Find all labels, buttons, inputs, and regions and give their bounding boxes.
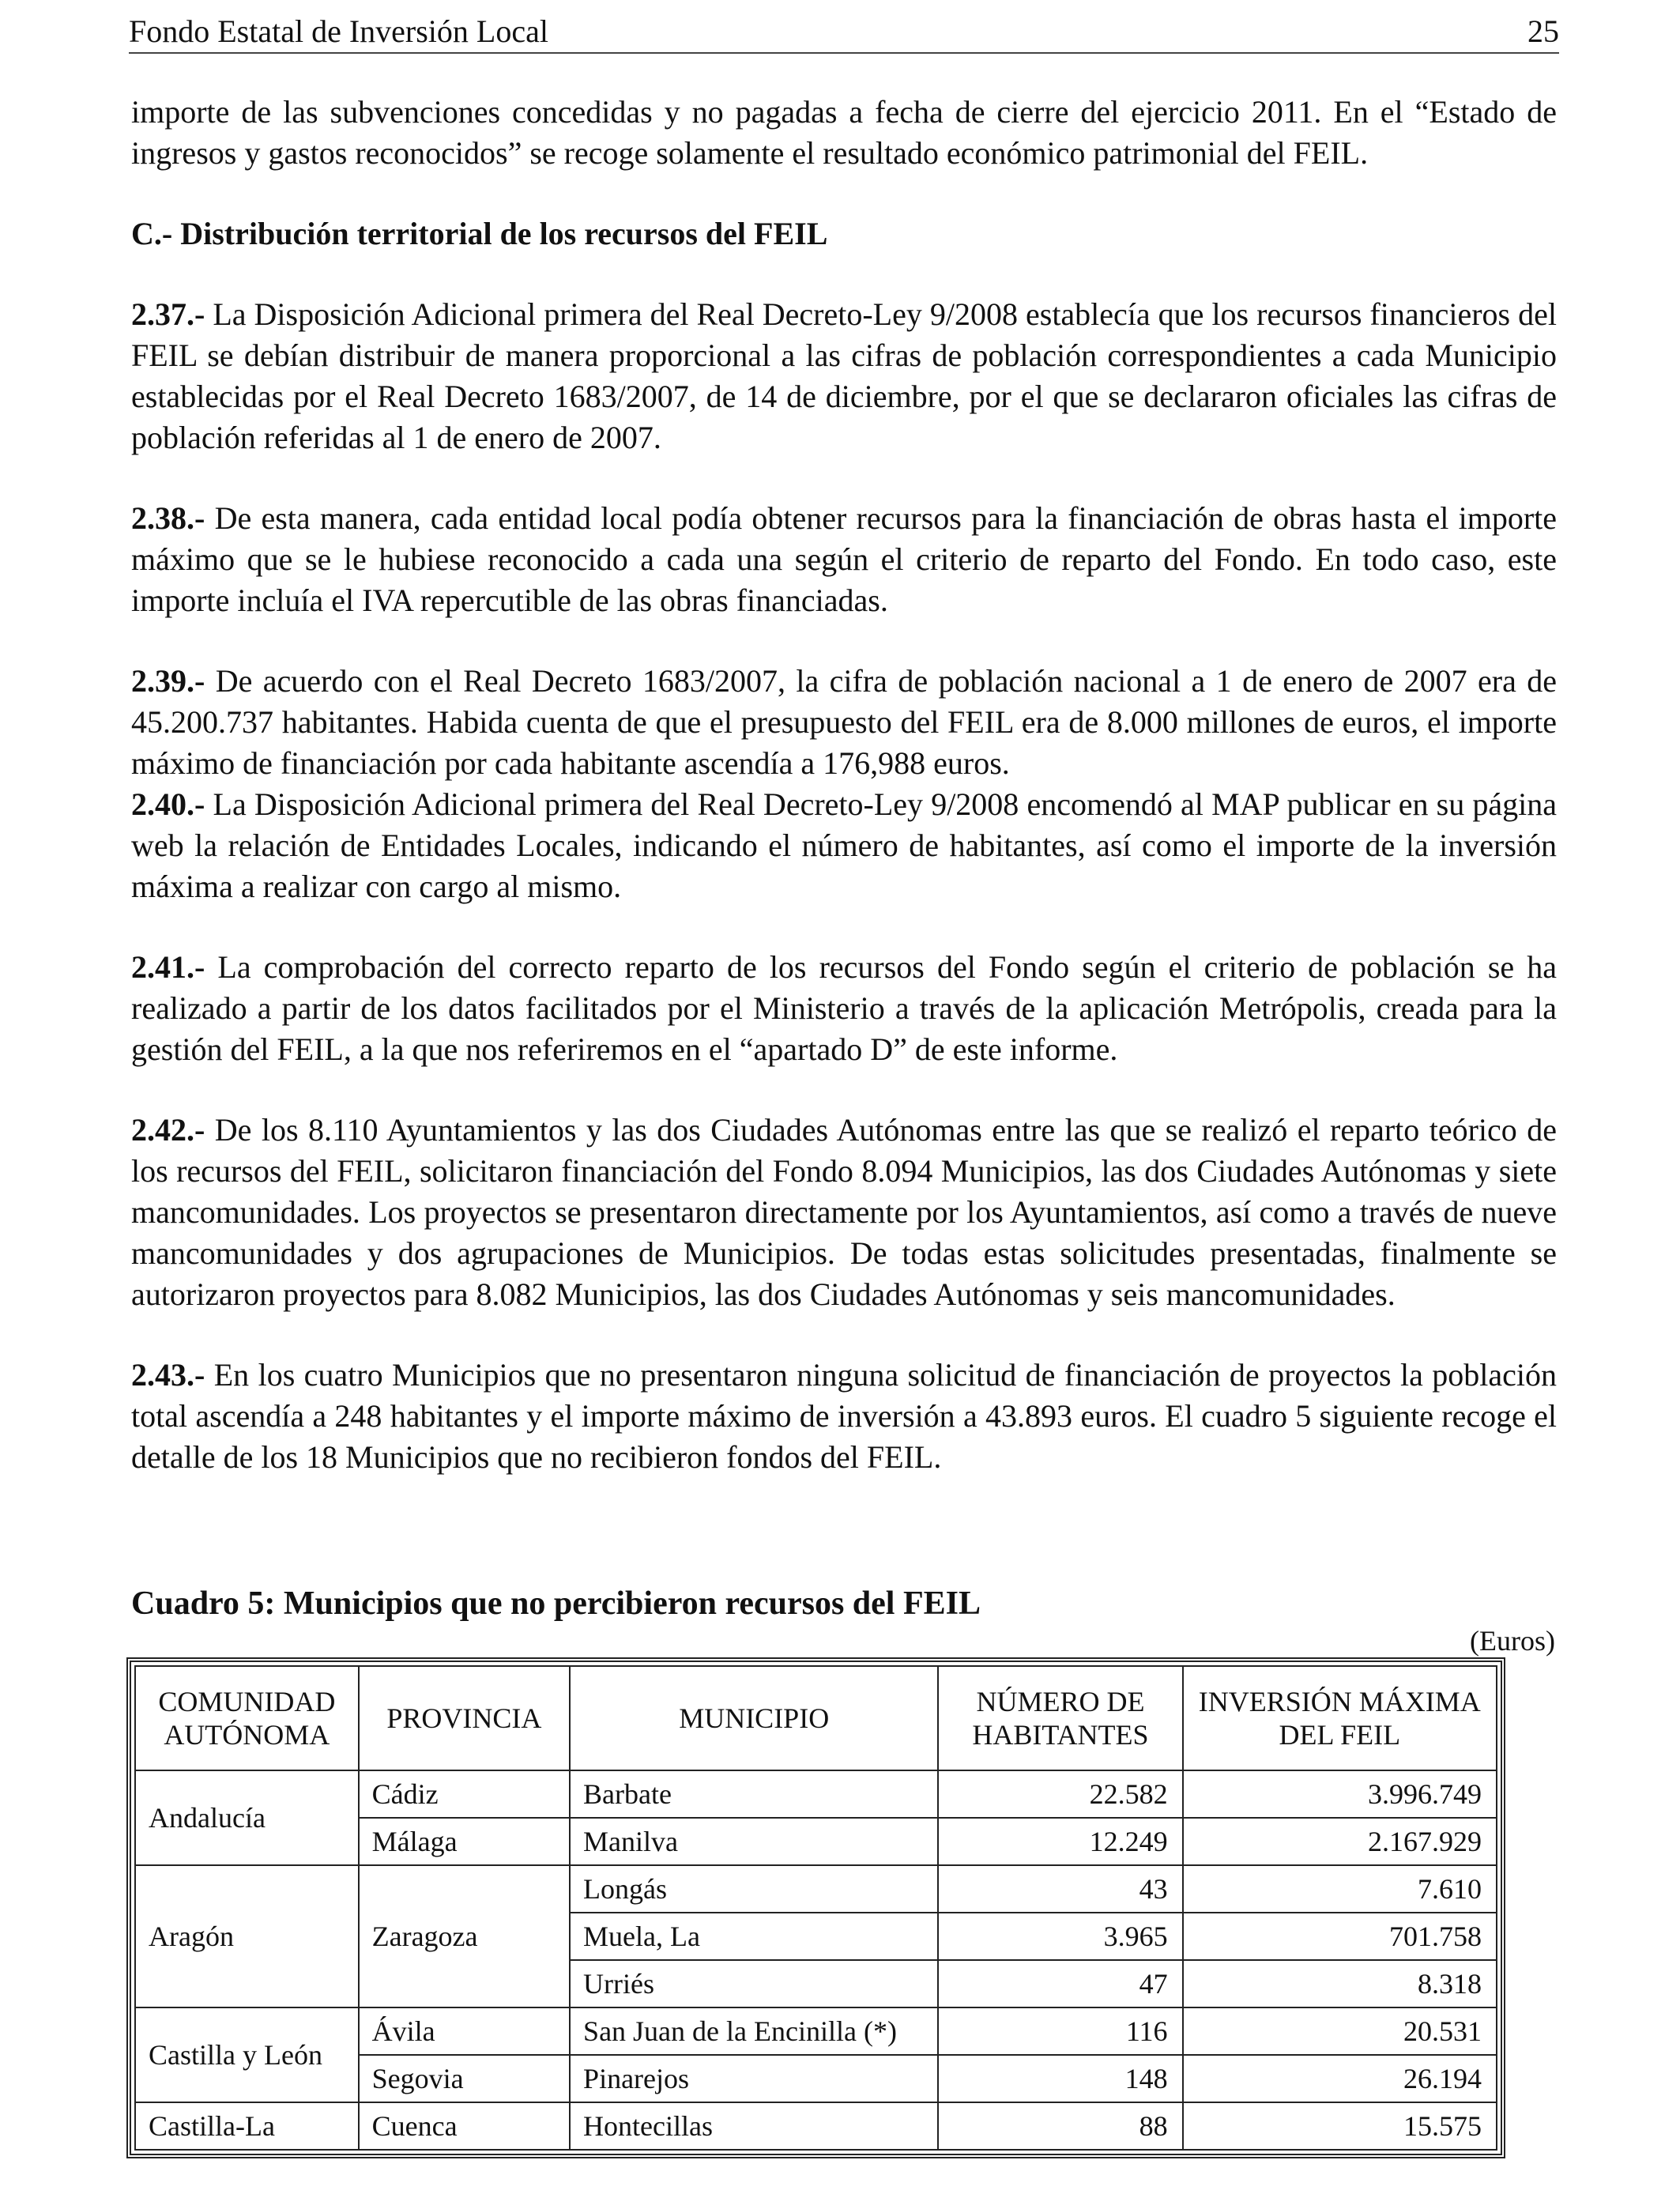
cell-habitantes: 47 (938, 1960, 1182, 2007)
table-row (135, 1770, 1497, 1818)
paragraph-text: La Disposición Adicional primera del Real Decreto-Ley 9/2008 encomendó al MAP publicar en su página web la relación de Entidades Locales, indicando el número de habitantes, así como el importe de la inversión máxima a realizar con cargo al mismo. (131, 786, 1557, 904)
cell-habitantes: 3.965 (938, 1913, 1182, 1960)
cell-inversion: 2.167.929 (1183, 1818, 1497, 1865)
table-row (135, 1865, 1497, 1913)
cell-habitantes: 22.582 (938, 1770, 1182, 1818)
cell-comunidad: Castilla y León (135, 2007, 359, 2102)
paragraph-2-39 (131, 661, 1557, 784)
cell-inversion: 26.194 (1183, 2055, 1497, 2102)
paragraph-text: De acuerdo con el Real Decreto 1683/2007, la cifra de población nacional a 1 de enero de 2007 era de 45.200.737 habitantes. Habida cuenta de que el presupuesto del FEIL era de 8.000 millones de euros, el importe máximo de financiación por cada habitante ascendía a 176,988 euros. (131, 663, 1557, 781)
cell-comunidad: Castilla-La (135, 2102, 359, 2150)
section-title: C.- Distribución territorial de los recursos del FEIL (131, 216, 828, 251)
table-unit: (Euros) (1470, 1625, 1555, 1657)
paragraph-2-37 (131, 294, 1557, 458)
paragraph-2-38 (131, 498, 1557, 621)
cell-municipio: Hontecillas (570, 2102, 938, 2150)
page-header (129, 8, 1559, 54)
body-text (131, 92, 1557, 1517)
cell-habitantes: 43 (938, 1865, 1182, 1913)
paragraph-text: De esta manera, cada entidad local podía obtener recursos para la financiación de obras hasta el importe máximo que se le hubiese reconocido a cada una según el criterio de reparto del Fondo. En todo caso, este importe incluía el IVA repercutible de las obras financiadas. (131, 500, 1557, 618)
cell-habitantes: 148 (938, 2055, 1182, 2102)
cell-inversion: 3.996.749 (1183, 1770, 1497, 1818)
header-inversion: INVERSIÓN MÁXIMA DEL FEIL (1183, 1666, 1497, 1770)
cell-provincia: Ávila (359, 2007, 570, 2055)
cell-habitantes: 12.249 (938, 1818, 1182, 1865)
cell-inversion: 15.575 (1183, 2102, 1497, 2150)
cell-comunidad: Andalucía (135, 1770, 359, 1865)
cell-municipio: San Juan de la Encinilla (*) (570, 2007, 938, 2055)
table-row (135, 2102, 1497, 2150)
header-provincia: PROVINCIA (359, 1666, 570, 1770)
cell-comunidad: Aragón (135, 1865, 359, 2007)
paragraph-text: En los cuatro Municipios que no presentaron ninguna solicitud de financiación de proyectos la población total ascendía a 248 habitantes y el importe máximo de inversión a 43.893 euros. El cuadro 5 siguiente recoge el detalle de los 18 Municipios que no recibieron fondos del FEIL. (131, 1357, 1557, 1475)
paragraph-2-40 (131, 784, 1557, 907)
cell-habitantes: 116 (938, 2007, 1182, 2055)
cell-municipio: Urriés (570, 1960, 938, 2007)
table-row (135, 2007, 1497, 2055)
cell-municipio: Manilva (570, 1818, 938, 1865)
paragraph-number: 2.39.- (131, 663, 205, 699)
header-comunidad: COMUNIDAD AUTÓNOMA (135, 1666, 359, 1770)
paragraph-2-42 (131, 1110, 1557, 1315)
cell-municipio: Pinarejos (570, 2055, 938, 2102)
paragraph-text: La comprobación del correcto reparto de los recursos del Fondo según el criterio de población se ha realizado a partir de los datos facilitados por el Ministerio a través de la aplicación Metrópolis, creada para la gestión del FEIL, a la que nos referiremos en el “apartado D” de este informe. (131, 949, 1557, 1067)
paragraph-number: 2.38.- (131, 500, 205, 536)
cell-provincia: Cuenca (359, 2102, 570, 2150)
paragraph-number: 2.42.- (131, 1112, 205, 1148)
cell-provincia: Málaga (359, 1818, 570, 1865)
paragraph-text: La Disposición Adicional primera del Real Decreto-Ley 9/2008 establecía que los recursos financieros del FEIL se debían distribuir de manera proporcional a las cifras de población correspondientes a cada Municipio establecidas por el Real Decreto 1683/2007, de 14 de diciembre, por el que se declararon oficiales las cifras de población referidas al 1 de enero de 2007. (131, 296, 1557, 455)
cell-provincia: Zaragoza (359, 1865, 570, 2007)
cell-habitantes: 88 (938, 2102, 1182, 2150)
table-header-row (135, 1666, 1497, 1770)
page-number: 25 (1527, 13, 1559, 49)
intro-paragraph: importe de las subvenciones concedidas y no pagadas a fecha de cierre del ejercicio 2011. En el “Estado de ingresos y gastos reconocidos” se recoge solamente el resultado económico patrimonial del FEIL. (131, 94, 1557, 171)
header-habitantes: NÚMERO DE HABITANTES (938, 1666, 1182, 1770)
header-municipio: MUNICIPIO (570, 1666, 938, 1770)
cell-provincia: Segovia (359, 2055, 570, 2102)
cell-municipio: Muela, La (570, 1913, 938, 1960)
cell-municipio: Longás (570, 1865, 938, 1913)
paragraph-2-41 (131, 947, 1557, 1070)
paragraph-text: De los 8.110 Ayuntamientos y las dos Ciudades Autónomas entre las que se realizó el reparto teórico de los recursos del FEIL, solicitaron financiación del Fondo 8.094 Municipios, las dos Ciudades Autónomas y siete mancomunidades. Los proyectos se presentaron directamente por los Ayuntamientos, así como a través de nueve mancomunidades y dos agrupaciones de Municipios. De todas estas solicitudes presentadas, finalmente se autorizaron proyectos para 8.082 Municipios, las dos Ciudades Autónomas y seis mancomunidades. (131, 1112, 1557, 1312)
cell-inversion: 20.531 (1183, 2007, 1497, 2055)
cell-inversion: 7.610 (1183, 1865, 1497, 1913)
document-title: Fondo Estatal de Inversión Local (129, 13, 548, 49)
paragraph-number: 2.41.- (131, 949, 205, 985)
paragraph-number: 2.43.- (131, 1357, 205, 1393)
paragraph-number: 2.37.- (131, 296, 205, 332)
cell-inversion: 8.318 (1183, 1960, 1497, 2007)
cell-municipio: Barbate (570, 1770, 938, 1818)
cell-provincia: Cádiz (359, 1770, 570, 1818)
cell-inversion: 701.758 (1183, 1913, 1497, 1960)
paragraph-number: 2.40.- (131, 786, 205, 822)
municipios-table (126, 1657, 1505, 2158)
paragraph-2-43 (131, 1355, 1557, 1478)
table-title: Cuadro 5: Municipios que no percibieron recursos del FEIL (131, 1585, 981, 1622)
